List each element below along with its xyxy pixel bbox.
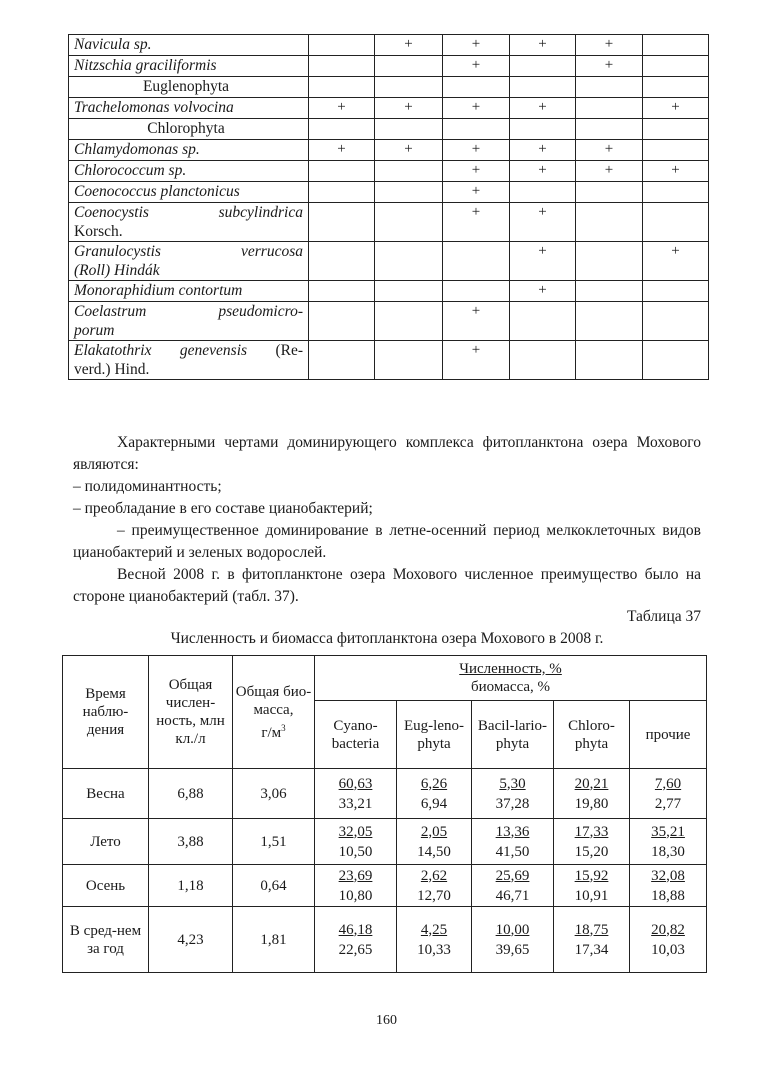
- presence-mark: [309, 161, 375, 182]
- species-name: Nitzschia graciliformis: [69, 56, 309, 77]
- presence-mark: [643, 35, 709, 56]
- presence-mark: [510, 341, 576, 380]
- total-number-cell: 6,88: [149, 769, 233, 819]
- empty-cell: [309, 119, 375, 140]
- table-row: [69, 98, 709, 119]
- table-row: [69, 140, 709, 161]
- presence-mark: [309, 182, 375, 203]
- presence-mark: [375, 242, 443, 281]
- paragraph: – преимущественное доминирование в летне-осенний период мелкоклеточных видов цианобактерий и зеленых водорослей.: [73, 522, 701, 561]
- period-cell: Осень: [63, 865, 149, 907]
- presence-mark: [375, 161, 443, 182]
- species-name: Chlamydomonas sp.: [69, 140, 309, 161]
- total-biomass-cell: 0,64: [233, 865, 315, 907]
- presence-mark: +: [309, 98, 375, 119]
- presence-mark: [375, 56, 443, 77]
- value-cell: 35,21 18,30: [630, 819, 707, 865]
- presence-mark: [443, 281, 510, 302]
- presence-mark: +: [643, 98, 709, 119]
- value-cell: 2,62 12,70: [397, 865, 472, 907]
- group-name: Euglenophyta: [69, 77, 309, 98]
- value-cell: 5,30 37,28: [472, 769, 554, 819]
- presence-mark: [443, 242, 510, 281]
- presence-mark: [576, 98, 643, 119]
- header-total-number: Общая числен-ность, млн кл./л: [149, 656, 233, 769]
- paragraph: Характерными чертами доминирующего комплекса фитопланктона озера Мохового являются:: [73, 434, 701, 473]
- presence-mark: +: [576, 35, 643, 56]
- table-row: [69, 77, 709, 98]
- header-total-biomass: Общая био-масса, $г/м^3$: [233, 656, 315, 769]
- table-row: [69, 203, 709, 242]
- presence-mark: +: [443, 161, 510, 182]
- presence-mark: +: [510, 35, 576, 56]
- value-cell: 13,36 41,50: [472, 819, 554, 865]
- presence-mark: +: [375, 35, 443, 56]
- species-name: Trachelomonas volvocina: [69, 98, 309, 119]
- presence-mark: +: [443, 98, 510, 119]
- species-name: Navicula sp.: [69, 35, 309, 56]
- column-header: Cyano-bacteria: [315, 701, 397, 769]
- value-cell: 32,05 10,50: [315, 819, 397, 865]
- total-biomass-cell: 1,81: [233, 907, 315, 973]
- header-time: Время наблю-дения: [63, 656, 149, 769]
- value-cell: 32,08 18,88: [630, 865, 707, 907]
- species-name: Granulocystis verrucosa (Roll) Hindák: [69, 242, 309, 281]
- value-cell: 15,92 10,91: [554, 865, 630, 907]
- total-biomass-cell: 3,06: [233, 769, 315, 819]
- table-number: Таблица 37: [626, 608, 701, 625]
- presence-mark: [309, 341, 375, 380]
- column-header: Eug-leno-phyta: [397, 701, 472, 769]
- empty-cell: [375, 119, 443, 140]
- value-cell: 6,26 6,94: [397, 769, 472, 819]
- presence-mark: [375, 281, 443, 302]
- column-header: Bacil-lario-phyta: [472, 701, 554, 769]
- empty-cell: [643, 77, 709, 98]
- species-name: Coelastrum pseudomicro- porum: [69, 302, 309, 341]
- list-item: – полидоминантность;: [73, 478, 222, 495]
- column-header: прочие: [630, 701, 707, 769]
- table-row: [69, 242, 709, 281]
- table-row: [69, 182, 709, 203]
- header-groups: Численность, % биомасса, %: [315, 656, 707, 701]
- list-item: – преобладание в его составе цианобактерий;: [73, 500, 373, 517]
- value-cell: 25,69 46,71: [472, 865, 554, 907]
- presence-mark: +: [576, 56, 643, 77]
- species-name: Chlorococcum sp.: [69, 161, 309, 182]
- presence-mark: +: [443, 302, 510, 341]
- total-number-cell: 3,88: [149, 819, 233, 865]
- presence-mark: [375, 302, 443, 341]
- presence-mark: +: [510, 140, 576, 161]
- presence-mark: [309, 281, 375, 302]
- table-row: [69, 341, 709, 380]
- presence-mark: +: [375, 98, 443, 119]
- table-row: [69, 56, 709, 77]
- presence-mark: [309, 242, 375, 281]
- empty-cell: [309, 77, 375, 98]
- presence-mark: [643, 140, 709, 161]
- value-cell: 4,25 10,33: [397, 907, 472, 973]
- value-cell: 20,82 10,03: [630, 907, 707, 973]
- presence-mark: [643, 56, 709, 77]
- value-cell: 46,18 22,65: [315, 907, 397, 973]
- presence-mark: [643, 182, 709, 203]
- presence-mark: [576, 242, 643, 281]
- value-cell: 2,05 14,50: [397, 819, 472, 865]
- presence-mark: +: [643, 161, 709, 182]
- species-name: Coenococcus planctonicus: [69, 182, 309, 203]
- empty-cell: [510, 77, 576, 98]
- total-number-cell: 4,23: [149, 907, 233, 973]
- presence-mark: [375, 341, 443, 380]
- presence-mark: +: [510, 203, 576, 242]
- body-text: [73, 432, 701, 608]
- presence-mark: +: [443, 140, 510, 161]
- empty-cell: [510, 119, 576, 140]
- column-header: Chloro-phyta: [554, 701, 630, 769]
- species-table: [68, 34, 709, 380]
- table-row: [63, 819, 707, 865]
- presence-mark: [576, 203, 643, 242]
- value-cell: 18,75 17,34: [554, 907, 630, 973]
- period-cell: В сред-нем за год: [63, 907, 149, 973]
- table-row: [69, 161, 709, 182]
- presence-mark: [309, 56, 375, 77]
- presence-mark: [309, 35, 375, 56]
- presence-mark: +: [510, 161, 576, 182]
- table-37: [62, 655, 707, 973]
- presence-mark: +: [443, 56, 510, 77]
- presence-mark: +: [576, 161, 643, 182]
- presence-mark: [309, 203, 375, 242]
- table-row: [63, 865, 707, 907]
- table-row: [63, 907, 707, 973]
- empty-cell: [643, 119, 709, 140]
- presence-mark: [576, 182, 643, 203]
- value-cell: 7,60 2,77: [630, 769, 707, 819]
- paragraph: Весной 2008 г. в фитопланктоне озера Мохового численное преимущество было на стороне цианобактерий (табл. 37).: [73, 566, 701, 605]
- presence-mark: [375, 203, 443, 242]
- species-name: Elakatothrix genevensis (Re- verd.) Hind.: [69, 341, 309, 380]
- value-cell: 60,63 33,21: [315, 769, 397, 819]
- group-name: Chlorophyta: [69, 119, 309, 140]
- value-cell: 10,00 39,65: [472, 907, 554, 973]
- period-cell: Весна: [63, 769, 149, 819]
- value-cell: 23,69 10,80: [315, 865, 397, 907]
- empty-cell: [443, 77, 510, 98]
- presence-mark: +: [443, 203, 510, 242]
- total-biomass-cell: 1,51: [233, 819, 315, 865]
- presence-mark: +: [443, 182, 510, 203]
- period-cell: Лето: [63, 819, 149, 865]
- empty-cell: [443, 119, 510, 140]
- presence-mark: [375, 182, 443, 203]
- page-number: 160: [376, 1013, 397, 1028]
- presence-mark: [510, 56, 576, 77]
- presence-mark: [510, 182, 576, 203]
- presence-mark: [643, 281, 709, 302]
- value-cell: 17,33 15,20: [554, 819, 630, 865]
- empty-cell: [375, 77, 443, 98]
- table-row: [63, 769, 707, 819]
- presence-mark: [576, 302, 643, 341]
- table-row: [69, 302, 709, 341]
- presence-mark: [643, 203, 709, 242]
- presence-mark: [309, 302, 375, 341]
- presence-mark: [576, 281, 643, 302]
- table-caption: Численность и биомасса фитопланктона озера Мохового в 2008 г.: [170, 630, 604, 647]
- total-number-cell: 1,18: [149, 865, 233, 907]
- presence-mark: +: [576, 140, 643, 161]
- presence-mark: [576, 341, 643, 380]
- presence-mark: [510, 302, 576, 341]
- presence-mark: +: [510, 98, 576, 119]
- empty-cell: [576, 77, 643, 98]
- table-row: [69, 119, 709, 140]
- presence-mark: +: [443, 341, 510, 380]
- species-name: Monoraphidium contortum: [69, 281, 309, 302]
- species-name: Coenocystis subcylindrica Korsch.: [69, 203, 309, 242]
- presence-mark: +: [375, 140, 443, 161]
- value-cell: 20,21 19,80: [554, 769, 630, 819]
- table-row: [69, 35, 709, 56]
- table-row: [69, 281, 709, 302]
- presence-mark: +: [510, 242, 576, 281]
- presence-mark: [643, 302, 709, 341]
- presence-mark: +: [443, 35, 510, 56]
- presence-mark: [643, 341, 709, 380]
- presence-mark: +: [309, 140, 375, 161]
- empty-cell: [576, 119, 643, 140]
- presence-mark: +: [643, 242, 709, 281]
- presence-mark: +: [510, 281, 576, 302]
